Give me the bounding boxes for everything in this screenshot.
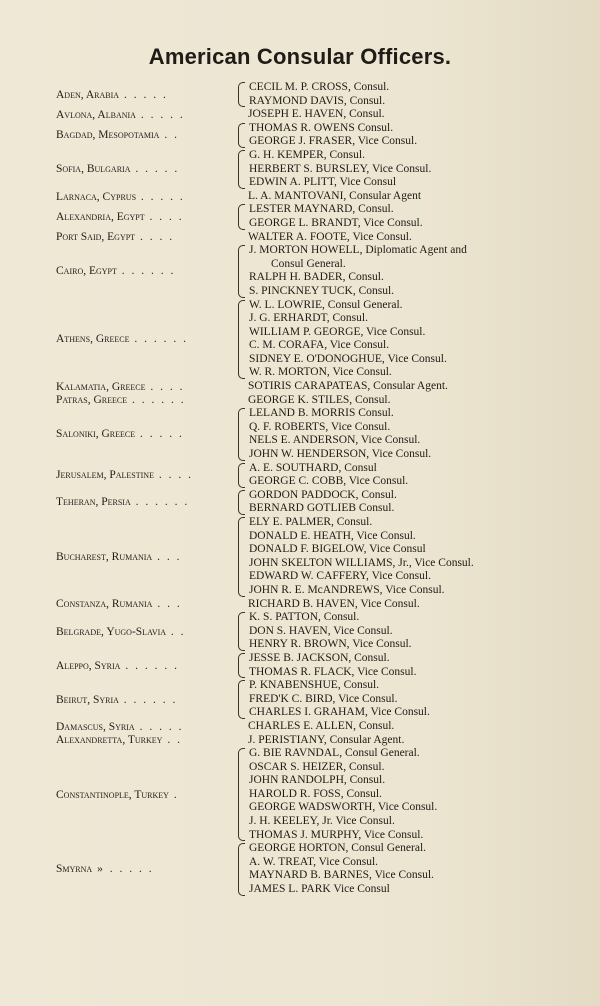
brace-mark (238, 408, 245, 460)
post-location (0, 496, 238, 508)
officer-name: DONALD E. HEATH, Vice Consul. (249, 529, 416, 542)
officer-list (249, 122, 600, 149)
brace-mark (238, 204, 245, 229)
brace-mark (238, 395, 244, 407)
officer-list (248, 190, 600, 204)
officer-name: BERNARD GOTLIEB Consul. (249, 502, 395, 515)
officer-name: LELAND B. MORRIS Consul. (249, 407, 394, 420)
post-location (0, 469, 238, 481)
post-location (0, 863, 238, 875)
officer-name: C. M. CORAFA, Vice Consul. (249, 339, 390, 352)
officer-name: JOHN R. E. McANDREWS, Vice Consul. (249, 583, 445, 596)
post-location (0, 333, 238, 345)
leader-dots: . . . . (135, 231, 175, 244)
brace-mark (238, 843, 245, 895)
officer-name: DON S. HAVEN, Vice Consul. (249, 624, 393, 637)
officer-list (249, 679, 600, 720)
officer-list (249, 203, 600, 230)
officer-name: HERBERT S. BURSLEY, Vice Consul. (249, 162, 432, 175)
officer-list (248, 108, 600, 122)
consular-entry (0, 734, 600, 748)
officer-name: RALPH H. BADER, Consul. (249, 271, 384, 284)
officer-name: SIDNEY E. O'DONOGHUE, Vice Consul. (249, 352, 447, 365)
officer-name: A. W. TREAT, Vice Consul. (249, 855, 379, 868)
leader-dots: . . . . . . (120, 659, 179, 672)
officer-name: K. S. PATTON, Consul. (249, 611, 360, 624)
post-location (0, 381, 238, 393)
post-location-name: Damascus, Syria (56, 720, 135, 733)
leader-dots: . . . . . . (127, 394, 186, 407)
post-location (0, 163, 238, 175)
officer-name: GEORGE C. COBB, Vice Consul. (249, 475, 409, 488)
consular-entry (0, 407, 600, 461)
consular-list (0, 81, 600, 897)
officer-list (248, 380, 600, 394)
officer-name: G. BIE RAVNDAL, Consul General. (249, 747, 420, 760)
officer-name: G. H. KEMPER, Consul. (249, 148, 365, 161)
officer-list (249, 81, 600, 108)
post-location-name: Saloniki, Greece (56, 428, 136, 441)
officer-name: HAROLD R. FOSS, Consul. (249, 787, 382, 800)
post-location (0, 211, 238, 223)
consular-entry (0, 747, 600, 842)
officer-name: ELY E. PALMER, Consul. (249, 516, 373, 528)
consular-entry (0, 489, 600, 516)
post-location-name: Belgrade, Yugo-Slavia (56, 625, 167, 638)
officer-list (249, 611, 600, 652)
consular-entry (0, 149, 600, 190)
leader-dots: . . . . . (136, 190, 185, 203)
officer-name: GEORGE K. STILES, Consul. (248, 393, 391, 406)
post-location (0, 626, 238, 638)
post-location-name: Alexandretta, Turkey (56, 734, 163, 747)
officer-name: GEORGE J. FRASER, Vice Consul. (249, 135, 418, 148)
officer-name: CHARLES I. GRAHAM, Vice Consul. (249, 706, 430, 719)
leader-dots: . . . . (153, 469, 193, 482)
brace-mark (238, 721, 244, 733)
officer-list (248, 734, 600, 748)
officer-name: OSCAR S. HEIZER, Consul. (249, 760, 385, 773)
post-location (0, 89, 238, 101)
post-location (0, 265, 238, 277)
officer-name: RICHARD B. HAVEN, Vice Consul. (248, 597, 420, 610)
leader-dots: . . . . . (135, 108, 185, 121)
consular-entry (0, 81, 600, 108)
leader-dots: . (168, 788, 179, 801)
officer-name: WILLIAM P. GEORGE, Vice Consul. (249, 325, 426, 338)
officer-name: EDWARD W. CAFFERY, Vice Consul. (249, 570, 431, 583)
officer-name: HENRY R. BROWN, Vice Consul. (249, 638, 412, 651)
officer-list (248, 231, 600, 245)
officer-list (249, 842, 600, 896)
consular-entry (0, 598, 600, 612)
officer-list (249, 489, 600, 516)
officer-list (248, 598, 600, 612)
consular-entry (0, 652, 600, 679)
officer-list (249, 299, 600, 381)
officer-name: JAMES L. PARK Vice Consul (249, 883, 390, 896)
leader-dots: . . . (152, 598, 182, 611)
officer-name: W. L. LOWRIE, Consul General. (249, 298, 403, 311)
officer-name: DONALD F. BIGELOW, Vice Consul (249, 543, 426, 556)
leader-dots: » . . . . . (92, 863, 154, 876)
consular-entry (0, 462, 600, 489)
consular-entry (0, 720, 600, 734)
post-location-name: Teheran, Persia (56, 496, 131, 509)
post-location-name: Alexandria, Egypt (56, 210, 145, 223)
page-title: American Consular Officers. (148, 44, 452, 69)
officer-name: S. PINCKNEY TUCK, Consul. (249, 284, 395, 297)
consular-entry (0, 842, 600, 896)
brace-mark (238, 680, 245, 719)
officer-name: CHARLES E. ALLEN, Consul. (248, 719, 395, 732)
officer-list (249, 149, 600, 190)
post-location-name: Bucharest, Rumania (56, 550, 153, 563)
officer-name: J. MORTON HOWELL, Diplomatic Agent and (249, 244, 467, 257)
officer-name: THOMAS R. OWENS Consul. (249, 121, 394, 134)
leader-dots: . . . . . . (129, 333, 188, 346)
officer-name: GORDON PADDOCK, Consul. (249, 488, 397, 501)
brace-mark (238, 612, 245, 651)
post-location-name: Aleppo, Syria (56, 659, 121, 672)
consular-entry (0, 244, 600, 298)
brace-mark (238, 245, 245, 297)
post-location-name: Avlona, Albania (56, 108, 136, 121)
consular-entry (0, 108, 600, 122)
post-location-name: Larnaca, Cyprus (56, 190, 137, 203)
officer-name: EDWIN A. PLITT, Vice Consul (249, 176, 397, 189)
post-location (0, 721, 238, 733)
brace-mark (238, 653, 245, 678)
post-location (0, 231, 238, 243)
brace-mark (238, 490, 245, 515)
officer-name: THOMAS R. FLACK, Vice Consul. (249, 665, 417, 678)
post-location-name: Cairo, Egypt (56, 265, 117, 278)
post-location-name: Constantinople, Turkey (56, 788, 169, 801)
consular-entry (0, 203, 600, 230)
officer-name: Consul General. (271, 257, 346, 270)
leader-dots: . . . . . (134, 720, 184, 733)
post-location-name: Jerusalem, Palestine (56, 469, 154, 482)
leader-dots: . . . . . (119, 88, 168, 101)
officer-name: JOSEPH E. HAVEN, Consul. (248, 108, 385, 121)
officer-name: GEORGE HORTON, Consul General. (249, 842, 427, 855)
post-location-name: Beirut, Syria (56, 693, 119, 706)
brace-mark (238, 735, 244, 747)
officer-name: JOHN SKELTON WILLIAMS, Jr., Vice Consul. (249, 556, 474, 569)
officer-list (249, 462, 600, 489)
officer-name: Q. F. ROBERTS, Vice Consul. (249, 420, 391, 433)
leader-dots: . . (162, 734, 182, 747)
brace-mark (238, 599, 244, 611)
officer-name: A. E. SOUTHARD, Consul (249, 461, 377, 474)
leader-dots: . . . . . . (130, 496, 190, 509)
post-location (0, 191, 238, 203)
leader-dots: . . (166, 625, 186, 638)
consular-entry (0, 231, 600, 245)
post-location-name: Constanza, Rumania (56, 598, 153, 611)
brace-mark (238, 517, 245, 597)
brace-mark (238, 82, 245, 107)
officer-name: CECIL M. P. CROSS, Consul. (249, 81, 390, 93)
post-location-name: Sofia, Bulgaria (56, 163, 131, 176)
officer-name: GEORGE L. BRANDT, Vice Consul. (249, 216, 423, 229)
consular-entry (0, 611, 600, 652)
officer-name: RAYMOND DAVIS, Consul. (249, 94, 386, 107)
consular-entry (0, 122, 600, 149)
brace-mark (238, 748, 245, 841)
officer-name: THOMAS J. MURPHY, Vice Consul. (249, 828, 424, 841)
officer-name: J. H. KEELEY, Jr. Vice Consul. (249, 815, 395, 828)
post-location-name: Athens, Greece (56, 333, 130, 346)
consular-entry (0, 380, 600, 394)
officer-list (248, 394, 600, 408)
officer-list (249, 407, 600, 461)
post-location (0, 660, 238, 672)
consular-entry (0, 190, 600, 204)
officer-name: LESTER MAYNARD, Consul. (249, 203, 394, 216)
brace-mark (238, 381, 244, 393)
brace-mark (238, 150, 245, 189)
leader-dots: . . . . (144, 210, 184, 223)
brace-mark (238, 300, 245, 380)
post-location (0, 129, 238, 141)
post-location-name: Aden, Arabia (56, 88, 120, 101)
officer-name: GEORGE WADSWORTH, Vice Consul. (249, 801, 438, 814)
post-location (0, 734, 238, 746)
post-location (0, 109, 238, 121)
post-location-name: Smyrna (56, 863, 93, 876)
officer-name: L. A. MANTOVANI, Consular Agent (248, 189, 422, 202)
brace-mark (238, 109, 244, 121)
post-location (0, 598, 238, 610)
post-location-name: Patras, Greece (56, 394, 128, 407)
officer-name: WALTER A. FOOTE, Vice Consul. (248, 230, 412, 243)
post-location-name: Bagdad, Mesopotamia (56, 129, 160, 142)
post-location-name: Port Said, Egypt (56, 231, 136, 244)
consular-entry (0, 299, 600, 381)
officer-name: J. G. ERHARDT, Consul. (249, 312, 368, 325)
officer-name: FRED'K C. BIRD, Vice Consul. (249, 692, 398, 705)
brace-mark (238, 191, 244, 203)
post-location (0, 551, 238, 563)
officer-name: J. PERISTIANY, Consular Agent. (248, 733, 405, 746)
officer-name: MAYNARD B. BARNES, Vice Consul. (249, 869, 434, 882)
officer-name: JESSE B. JACKSON, Consul. (249, 651, 390, 664)
leader-dots: . . . (152, 550, 182, 563)
officer-list (249, 747, 600, 842)
leader-dots: . . . . (145, 380, 185, 393)
officer-list (248, 720, 600, 734)
leader-dots: . . . . . . (118, 693, 178, 706)
leader-dots: . . (159, 129, 179, 142)
brace-mark (238, 463, 245, 488)
officer-name: JOHN W. HENDERSON, Vice Consul. (249, 448, 432, 461)
post-location (0, 694, 238, 706)
officer-name: P. KNABENSHUE, Consul. (249, 679, 380, 692)
officer-name: NELS E. ANDERSON, Vice Consul. (249, 434, 421, 447)
leader-dots: . . . . . (130, 163, 180, 176)
leader-dots: . . . . . . (116, 265, 176, 278)
brace-mark (238, 232, 244, 244)
consular-entry (0, 679, 600, 720)
officer-list (249, 652, 600, 679)
officer-name: SOTIRIS CARAPATEAS, Consular Agent. (248, 380, 448, 393)
officer-name: W. R. MORTON, Vice Consul. (249, 366, 392, 379)
post-location (0, 428, 238, 440)
post-location (0, 789, 238, 801)
officer-list (249, 516, 600, 598)
consular-entry (0, 516, 600, 598)
officer-list (249, 244, 600, 298)
officer-name: JOHN RANDOLPH, Consul. (249, 774, 386, 787)
post-location-name: Kalamatia, Greece (56, 380, 146, 393)
post-location (0, 394, 238, 406)
consular-entry (0, 394, 600, 408)
leader-dots: . . . . . (135, 428, 184, 441)
brace-mark (238, 123, 245, 148)
